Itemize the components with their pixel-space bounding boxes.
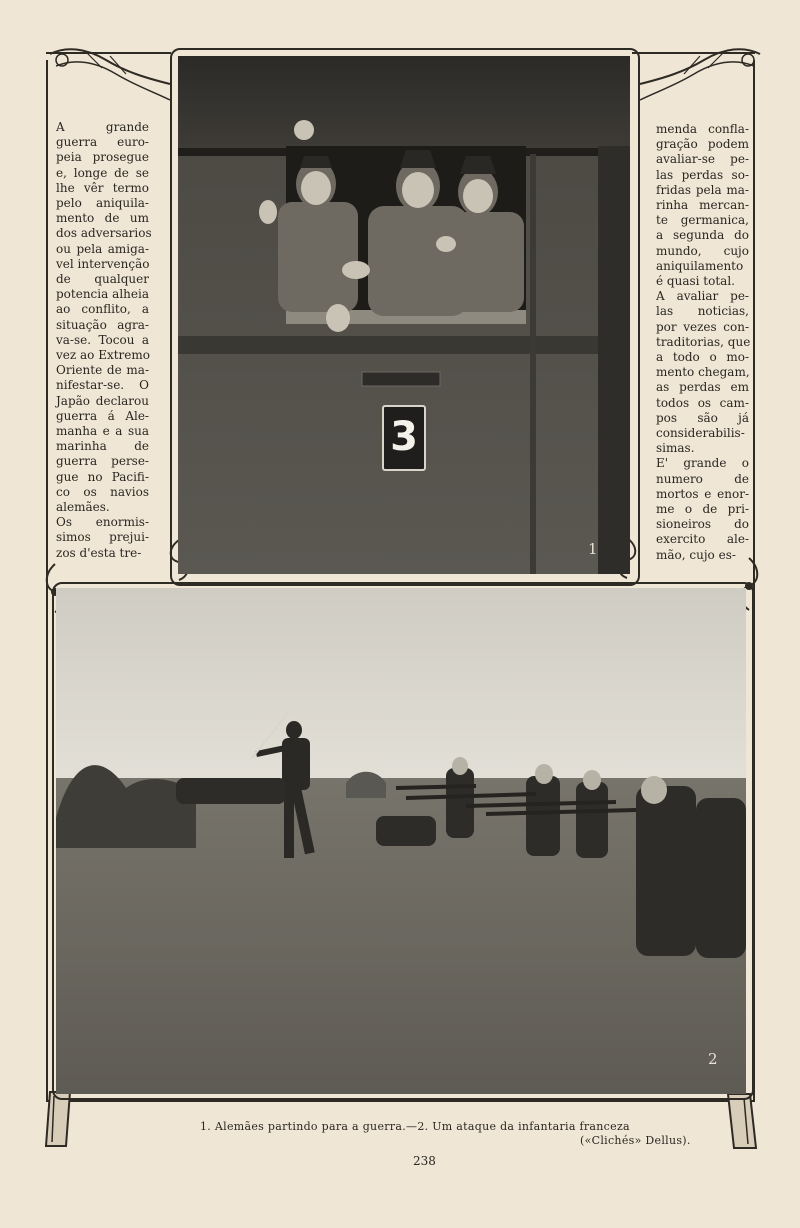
article-text-line: A avaliar pe- [656, 289, 749, 304]
article-text-line: numero de [656, 471, 749, 486]
article-text-line: guerra á Ale- [56, 408, 149, 423]
figure-credit: («Clichés» Dellus). [580, 1134, 691, 1147]
article-text-line: ao conflito, a [56, 302, 149, 317]
article-text-line: e, longe de se [56, 165, 149, 180]
article-text-line: co os navios [56, 484, 149, 499]
train-car-illustration [178, 56, 630, 574]
article-text-line: pelo aniquila- [56, 196, 149, 211]
article-text-line: las noticias, [656, 304, 749, 319]
corner-ornament-top-right [634, 44, 764, 108]
article-text-line: simos prejui- [56, 530, 149, 545]
article-text-line: a todo o mo- [656, 350, 749, 365]
article-text-line: guerra perse- [56, 454, 149, 469]
photo-german-soldiers-train [178, 56, 630, 574]
article-text-line: exercito ale- [656, 532, 749, 547]
article-text-line: mundo, cujo [656, 243, 749, 258]
article-text-line: todos os cam- [656, 395, 749, 410]
article-text-line: situação agra- [56, 317, 149, 332]
article-text-line: por vezes con- [656, 319, 749, 334]
article-right-column [656, 122, 749, 563]
article-text-line: Oriente de ma- [56, 363, 149, 378]
article-text-line: fridas pela ma- [656, 182, 749, 197]
article-left-column [56, 120, 152, 561]
article-text-line: las perdas so- [656, 167, 749, 182]
article-text-line: zos d'esta tre- [56, 545, 142, 560]
article-text-line: vez ao Extremo [56, 348, 151, 363]
article-text-line: aniquilamento [656, 258, 744, 273]
article-text-line: sioneiros do [656, 517, 749, 532]
article-text-line: rinha mercan- [656, 198, 749, 213]
article-text-line: a segunda do [656, 228, 749, 243]
page-number: 238 [413, 1154, 436, 1168]
article-text-line: Japão declarou [56, 393, 149, 408]
article-text-line: simas. [656, 441, 695, 456]
article-text-line: é quasi total. [656, 274, 735, 289]
article-text-line: mento de um [56, 211, 149, 226]
photo2-number: 2 [708, 1050, 718, 1068]
article-text-line: potencia alheia [56, 287, 149, 302]
article-text-line: menda confla- [656, 122, 749, 136]
article-text-line: vel intervenção [56, 256, 150, 271]
article-text-line: pos são já [656, 410, 749, 425]
frame-bottom-border [46, 1100, 755, 1102]
article-text-line: peia prosegue [56, 150, 149, 165]
photo-french-infantry-attack [56, 588, 746, 1094]
article-text-line: as perdas em [656, 380, 749, 395]
article-text-line: mão, cujo es- [656, 547, 736, 562]
figure-caption: 1. Alemães partindo para a guerra.—2. Um ataque da infantaria franceza [200, 1120, 630, 1133]
article-text-line: considerabilis- [656, 426, 745, 441]
article-text-line: te germanica, [656, 213, 749, 228]
article-text-line: guerra euro- [56, 135, 149, 150]
infantry-field-illustration [56, 588, 746, 1094]
article-text-line: mento chegam, [656, 365, 750, 380]
article-text-line: va-se. Tocou a [56, 332, 149, 347]
article-text-line: marinha de [56, 439, 149, 454]
article-text-line: traditorias, que [656, 334, 751, 349]
article-text-line: mortos e enor- [656, 486, 749, 501]
corner-ornament-top-left [46, 44, 176, 108]
article-text-line: gue no Pacifi- [56, 469, 149, 484]
article-text-line: me o de pri- [656, 502, 749, 517]
article-text-line: Os enormis- [56, 515, 149, 530]
article-text-line: manha e a sua [56, 424, 149, 439]
article-text-line: E' grande o [656, 456, 749, 471]
article-text-line: avaliar-se pe- [656, 152, 749, 167]
article-text-line: gração podem [656, 137, 749, 152]
article-text-line: de qualquer [56, 272, 149, 287]
train-car-number-plate: 3 [382, 405, 426, 471]
article-text-line: dos adversarios [56, 226, 152, 241]
article-text-line: ou pela amiga- [56, 241, 149, 256]
photo1-number: 1 [588, 540, 598, 558]
article-text-line: A grande [56, 120, 149, 134]
article-text-line: nifestar-se. O [56, 378, 149, 393]
article-text-line: lhe vêr termo [56, 180, 149, 195]
article-text-line: alemães. [56, 500, 110, 515]
